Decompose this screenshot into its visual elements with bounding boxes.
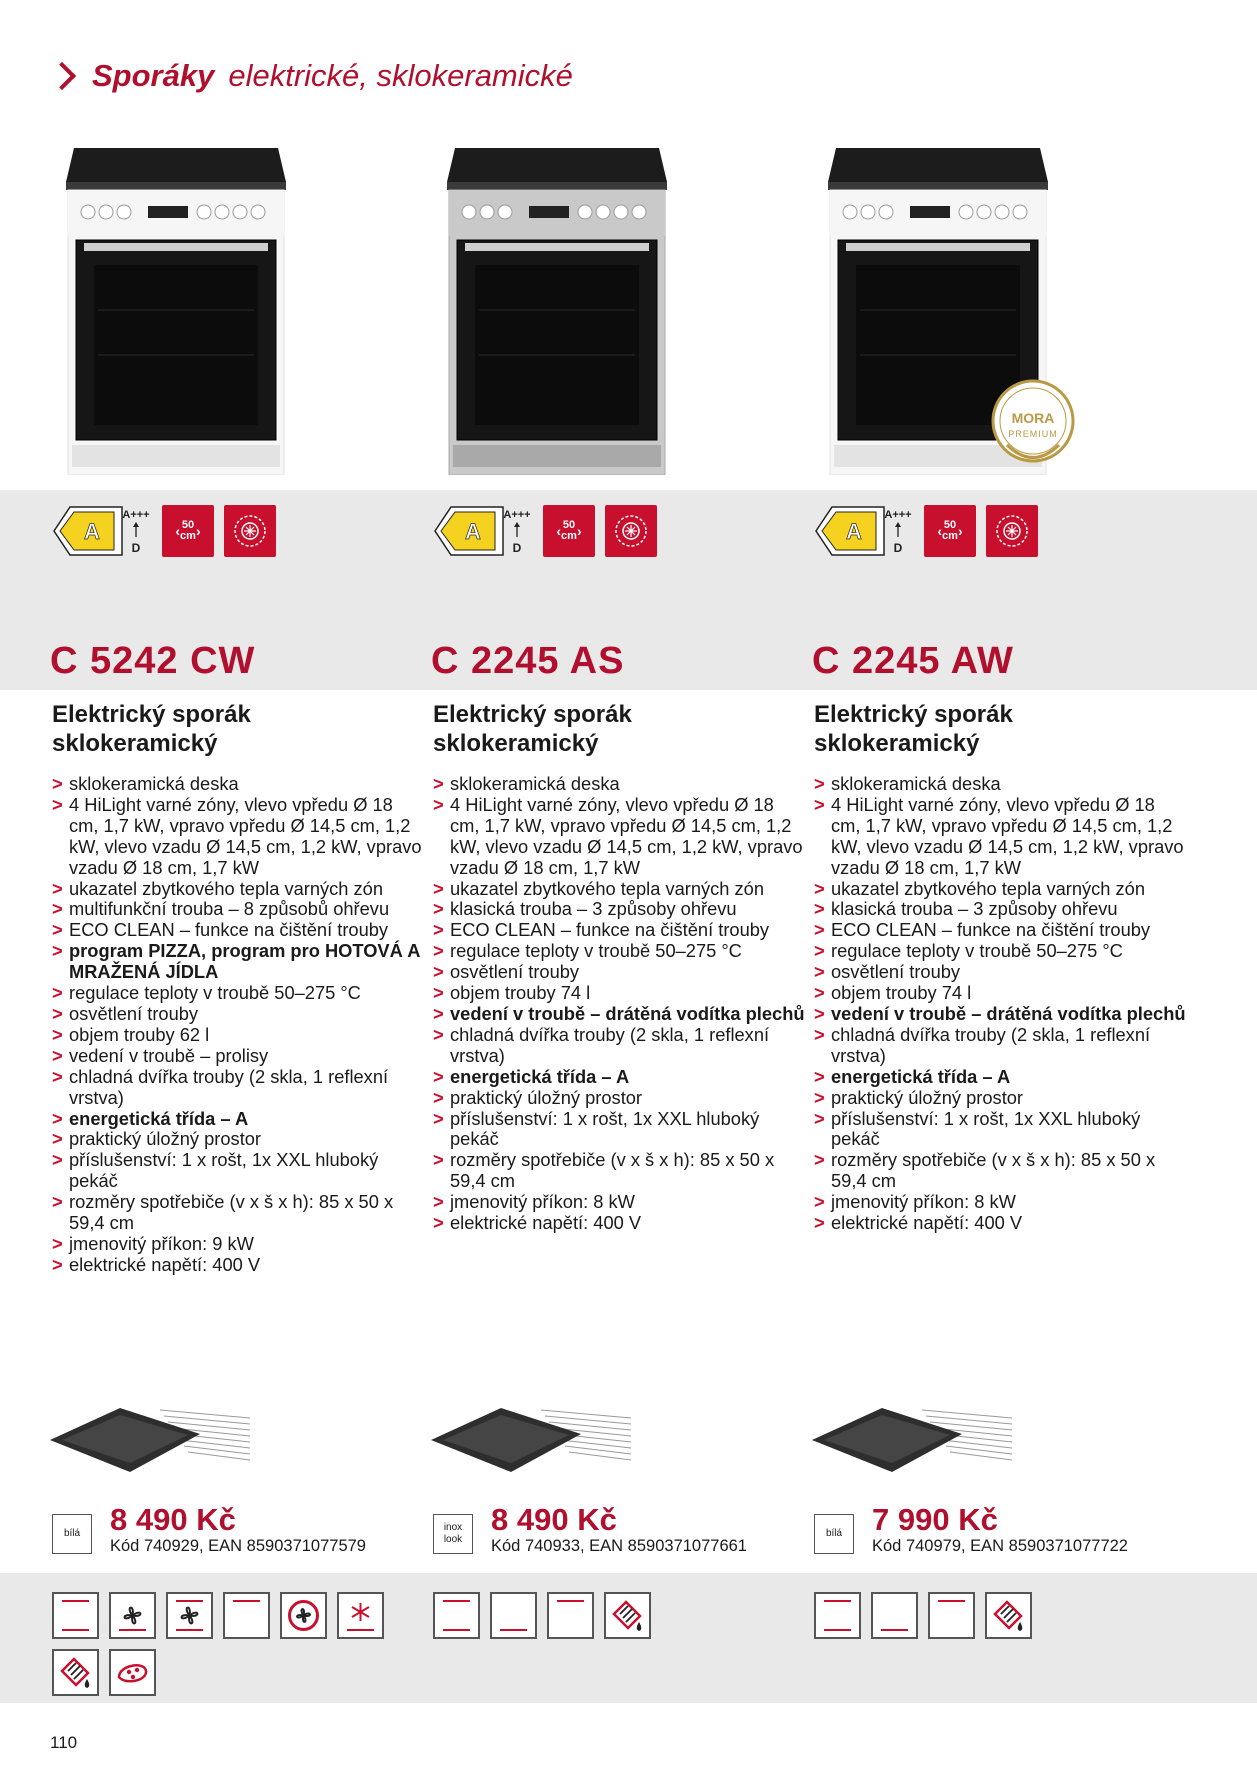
spec-icons [814, 505, 1038, 557]
top-heat-icon [223, 1592, 270, 1639]
feature-item: > elektrické napětí: 400 V [433, 1213, 808, 1234]
page-header [52, 58, 573, 94]
stove-image [435, 140, 679, 475]
feature-item: > chladná dvířka trouby (2 skla, 1 reflexní vrstva) [433, 1025, 808, 1067]
feature-item: > vedení v troubě – drátěná vodítka plechů [433, 1004, 808, 1025]
energy-class: A [465, 519, 481, 544]
header-title-rest: elektrické, sklokeramické [228, 58, 573, 93]
product-type-line1: Elektrický sporák [814, 701, 1013, 728]
feature-item: > sklokeramická deska [52, 774, 427, 795]
mora-premium-badge [987, 375, 1079, 475]
product-type-line1: Elektrický sporák [52, 701, 251, 728]
feature-item: > klasická trouba – 3 způsoby ohřevu [433, 899, 808, 920]
svg-text:MORA: MORA [1011, 410, 1055, 426]
energy-bottom: D [131, 541, 141, 555]
tray-accessory-image [812, 1400, 1022, 1480]
feature-item: > ukazatel zbytkového tepla varných zón [814, 879, 1189, 900]
width-value: 50 [943, 519, 957, 531]
energy-top: A+++ [122, 509, 150, 521]
tray-accessory-image [50, 1400, 260, 1480]
fan-bottom-heat-icon [109, 1592, 156, 1639]
feature-item: > 4 HiLight varné zóny, vlevo vpředu Ø 18 cm, 1,7 kW, vpravo vpředu Ø 14,5 cm, 1,2 kW, vlevo vzadu Ø 14,5 cm, 1,2 kW, vpravo vzadu Ø 18 cm, 1,7 kW [814, 795, 1189, 879]
energy-label-icon [814, 505, 914, 557]
width-unit: cm [561, 530, 577, 542]
energy-class: A [846, 519, 862, 544]
color-variant-box: bílá [52, 1514, 92, 1554]
ceramic-hob-icon [986, 505, 1038, 557]
model-name: C 5242 CW [50, 640, 256, 682]
feature-item: > příslušenství: 1 x rošt, 1x XXL hluboký pekáč [52, 1150, 427, 1192]
feature-item: > ECO CLEAN – funkce na čištění trouby [814, 920, 1189, 941]
feature-item: > rozměry spotřebiče (v x š x h): 85 x 50 x 59,4 cm [52, 1192, 427, 1234]
eco-clean-icon [985, 1592, 1032, 1639]
width-unit: cm [180, 530, 196, 542]
feature-item: > vedení v troubě – drátěná vodítka plechů [814, 1004, 1189, 1025]
product-type-line2: sklokeramický [814, 730, 980, 757]
feature-item: > rozměry spotřebiče (v x š x h): 85 x 50 x 59,4 cm [433, 1150, 808, 1192]
eco-clean-icon [52, 1649, 99, 1696]
price: 8 490 Kč [110, 1502, 236, 1537]
header-title-bold: Sporáky [92, 58, 215, 93]
price: 7 990 Kč [872, 1502, 998, 1537]
feature-item: > osvětlení trouby [52, 1004, 427, 1025]
energy-label-icon [52, 505, 152, 557]
feature-item: > objem trouby 74 l [814, 983, 1189, 1004]
energy-bottom: D [512, 541, 522, 555]
product-type-line2: sklokeramický [52, 730, 218, 757]
product-type [433, 700, 632, 758]
feature-list [814, 774, 1189, 1234]
feature-item: > elektrické napětí: 400 V [814, 1213, 1189, 1234]
feature-item: > program PIZZA, program pro HOTOVÁ A MRAŽENÁ JÍDLA [52, 941, 427, 983]
tray-accessory-image [431, 1400, 641, 1480]
feature-item: > praktický úložný prostor [52, 1129, 427, 1150]
energy-class: A [84, 519, 100, 544]
color-variant-box: bílá [814, 1514, 854, 1554]
function-icons [814, 1592, 1184, 1639]
top-bottom-heat-icon [814, 1592, 861, 1639]
width-value: 50 [181, 519, 195, 531]
feature-item: > ECO CLEAN – funkce na čištění trouby [433, 920, 808, 941]
feature-item: > energetická třída – A [433, 1067, 808, 1088]
feature-item: > chladná dvířka trouby (2 skla, 1 reflexní vrstva) [52, 1067, 427, 1109]
model-name: C 2245 AW [812, 640, 1014, 682]
model-name: C 2245 AS [431, 640, 625, 682]
bottom-heat-icon [871, 1592, 918, 1639]
feature-list [433, 774, 808, 1234]
fan-top-bottom-heat-icon [166, 1592, 213, 1639]
width-unit: cm [942, 530, 958, 542]
function-icons [433, 1592, 803, 1639]
color-variant-box: inox look [433, 1514, 473, 1554]
chevron-right-icon [48, 62, 76, 90]
ceramic-hob-icon [605, 505, 657, 557]
ceramic-hob-icon [224, 505, 276, 557]
top-heat-icon [928, 1592, 975, 1639]
feature-item: > ukazatel zbytkového tepla varných zón [52, 879, 427, 900]
top-heat-icon [547, 1592, 594, 1639]
energy-top: A+++ [503, 509, 531, 521]
product-type-line1: Elektrický sporák [433, 701, 632, 728]
feature-item: > rozměry spotřebiče (v x š x h): 85 x 50 x 59,4 cm [814, 1150, 1189, 1192]
product-code: Kód 740979, EAN 8590371077722 [872, 1537, 1128, 1555]
feature-item: > příslušenství: 1 x rošt, 1x XXL hluboký pekáč [814, 1109, 1189, 1151]
stove-image [54, 140, 298, 475]
feature-list [52, 774, 427, 1276]
width-50cm-icon: ‹ 50 cm › [543, 505, 595, 557]
top-bottom-heat-icon [52, 1592, 99, 1639]
width-value: 50 [562, 519, 576, 531]
spec-icons [52, 505, 276, 557]
feature-item: > chladná dvířka trouby (2 skla, 1 reflexní vrstva) [814, 1025, 1189, 1067]
spec-icons [433, 505, 657, 557]
page-number: 110 [50, 1733, 78, 1752]
feature-item: > osvětlení trouby [433, 962, 808, 983]
pizza-icon [109, 1649, 156, 1696]
feature-item: > vedení v troubě – prolisy [52, 1046, 427, 1067]
bottom-heat-icon [490, 1592, 537, 1639]
feature-item: > energetická třída – A [52, 1109, 427, 1130]
feature-item: > jmenovitý příkon: 8 kW [433, 1192, 808, 1213]
width-50cm-icon: ‹ 50 cm › [924, 505, 976, 557]
feature-item: > jmenovitý příkon: 9 kW [52, 1234, 427, 1255]
product-type-line2: sklokeramický [433, 730, 599, 757]
product-code: Kód 740933, EAN 8590371077661 [491, 1537, 747, 1555]
feature-item: > osvětlení trouby [814, 962, 1189, 983]
feature-item: > objem trouby 62 l [52, 1025, 427, 1046]
price: 8 490 Kč [491, 1502, 617, 1537]
feature-item: > elektrické napětí: 400 V [52, 1255, 427, 1276]
feature-item: > jmenovitý příkon: 8 kW [814, 1192, 1189, 1213]
feature-item: > 4 HiLight varné zóny, vlevo vpředu Ø 18 cm, 1,7 kW, vpravo vpředu Ø 14,5 cm, 1,2 kW, vlevo vzadu Ø 14,5 cm, 1,2 kW, vpravo vzadu Ø 18 cm, 1,7 kW [52, 795, 427, 879]
top-bottom-heat-icon [433, 1592, 480, 1639]
feature-item: > 4 HiLight varné zóny, vlevo vpředu Ø 18 cm, 1,7 kW, vpravo vpředu Ø 14,5 cm, 1,2 kW, vlevo vzadu Ø 14,5 cm, 1,2 kW, vpravo vzadu Ø 18 cm, 1,7 kW [433, 795, 808, 879]
width-50cm-icon: ‹ 50 cm › [162, 505, 214, 557]
svg-text:PREMIUM: PREMIUM [1008, 429, 1058, 439]
feature-item: > regulace teploty v troubě 50–275 °C [433, 941, 808, 962]
feature-item: > multifunkční trouba – 8 způsobů ohřevu [52, 899, 427, 920]
feature-item: > praktický úložný prostor [814, 1088, 1189, 1109]
defrost-icon [337, 1592, 384, 1639]
ring-fan-icon [280, 1592, 327, 1639]
product-type [814, 700, 1013, 758]
eco-clean-icon [604, 1592, 651, 1639]
energy-label-icon [433, 505, 533, 557]
feature-item: > sklokeramická deska [814, 774, 1189, 795]
energy-top: A+++ [884, 509, 912, 521]
feature-item: > objem trouby 74 l [433, 983, 808, 1004]
feature-item: > ECO CLEAN – funkce na čištění trouby [52, 920, 427, 941]
product-code: Kód 740929, EAN 8590371077579 [110, 1537, 366, 1555]
feature-item: > energetická třída – A [814, 1067, 1189, 1088]
feature-item: > regulace teploty v troubě 50–275 °C [52, 983, 427, 1004]
feature-item: > praktický úložný prostor [433, 1088, 808, 1109]
feature-item: > klasická trouba – 3 způsoby ohřevu [814, 899, 1189, 920]
function-icons [52, 1592, 422, 1696]
feature-item: > ukazatel zbytkového tepla varných zón [433, 879, 808, 900]
feature-item: > regulace teploty v troubě 50–275 °C [814, 941, 1189, 962]
feature-item: > sklokeramická deska [433, 774, 808, 795]
product-type [52, 700, 251, 758]
energy-bottom: D [893, 541, 903, 555]
feature-item: > příslušenství: 1 x rošt, 1x XXL hluboký pekáč [433, 1109, 808, 1151]
